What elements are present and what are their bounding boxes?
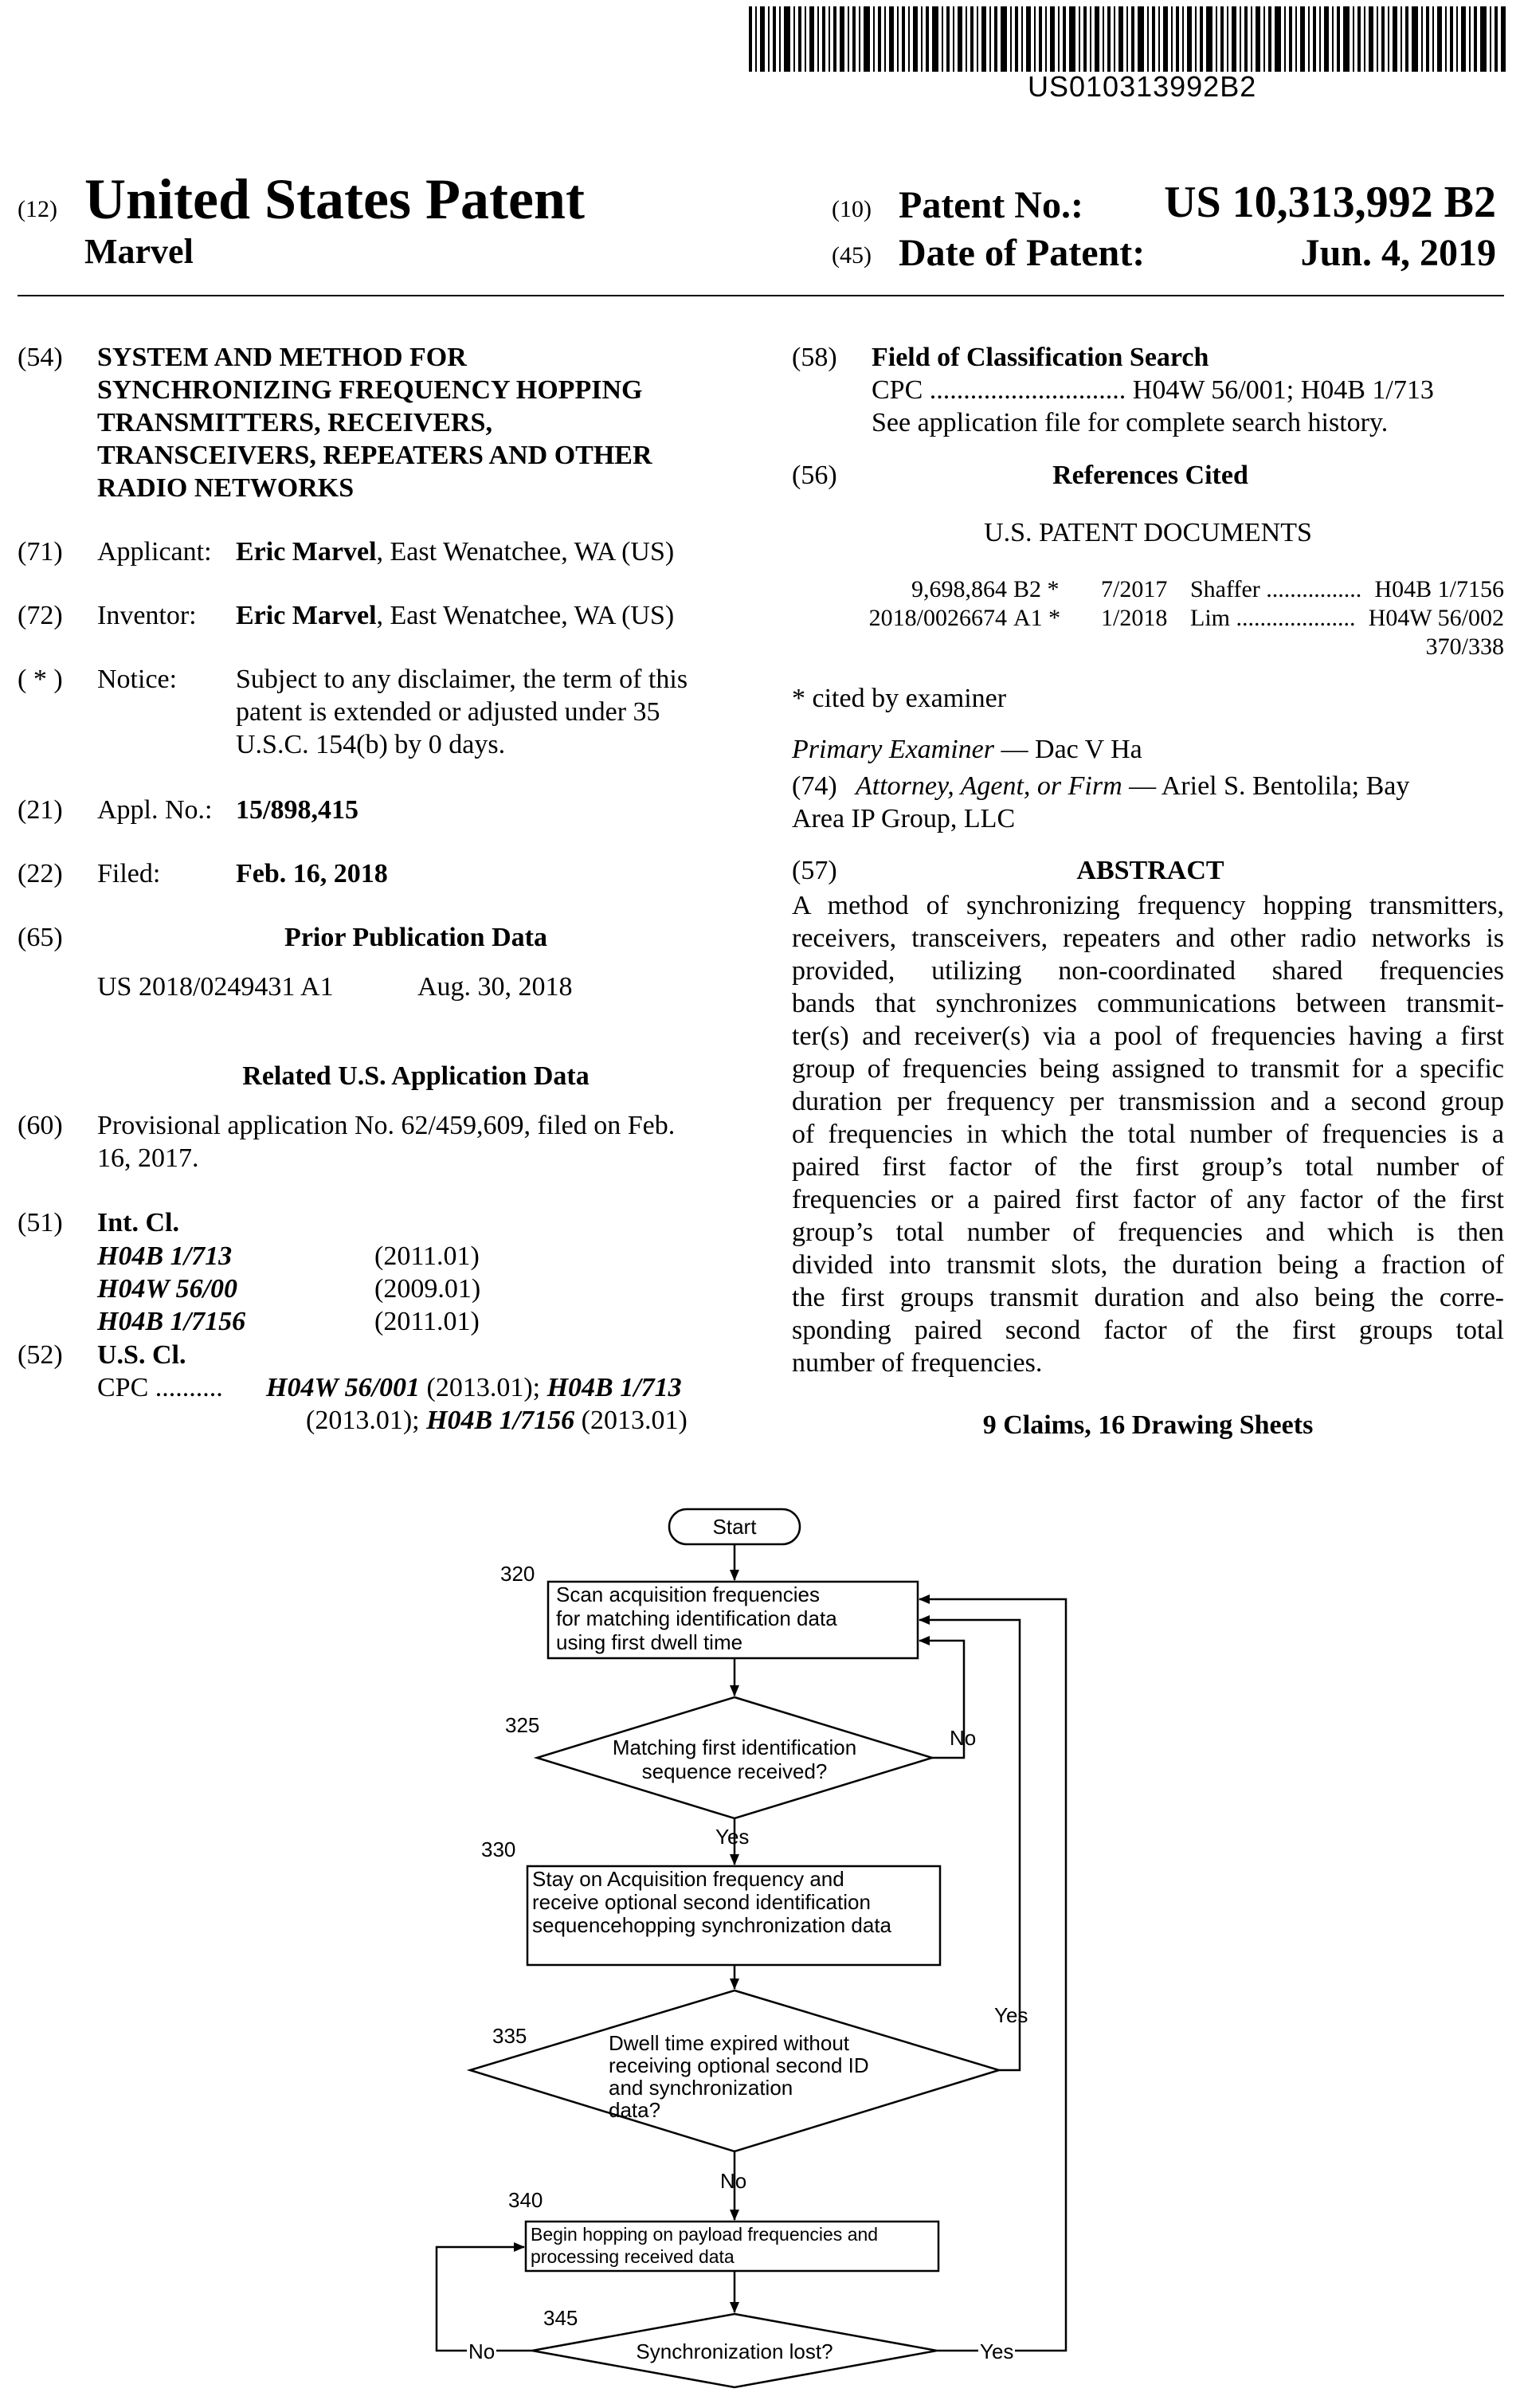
- notice-line: U.S.C. 154(b) by 0 days.: [236, 730, 506, 759]
- us-patent-documents-heading: U.S. PATENT DOCUMENTS: [984, 518, 1312, 547]
- prior-publication-heading: Prior Publication Data: [284, 923, 547, 952]
- code-72: (72): [18, 601, 63, 630]
- abstract-line: duration per frequency per transmission and a second group: [792, 1087, 1504, 1116]
- reference-dots: ................: [1266, 576, 1362, 602]
- decision-335-yes-label: Yes: [994, 2003, 1028, 2027]
- box-330-line: sequencehopping synchronization data: [532, 1913, 892, 1937]
- start-label: Start: [712, 1515, 757, 1539]
- reference-date: 1/2018: [1101, 605, 1168, 631]
- cpc-date: (2013.01);: [420, 1373, 547, 1402]
- box-340-text: [531, 2223, 878, 2268]
- int-cl-code: H04B 1/7156: [97, 1307, 246, 1336]
- field-of-search-heading: Field of Classification Search: [872, 343, 1209, 372]
- prior-publication-number: US 2018/0249431 A1: [97, 972, 334, 1002]
- reference-class-secondary: 370/338: [1425, 633, 1504, 660]
- ref-345: 345: [543, 2306, 578, 2330]
- appl-no-label: Appl. No.:: [97, 795, 213, 825]
- reference-class: H04B 1/7156: [1374, 576, 1504, 602]
- reference-class: H04W 56/002: [1368, 605, 1504, 631]
- inventor-surname: Marvel: [84, 232, 194, 271]
- code-58: (58): [792, 343, 837, 372]
- ref-320: 320: [500, 1562, 535, 1586]
- ref-340: 340: [508, 2188, 543, 2212]
- arrow-345-yes-loop: [919, 1599, 1066, 2351]
- attorney-name: — Ariel S. Bentolila; Bay: [1122, 771, 1410, 801]
- cpc-code: H04B 1/7156: [426, 1406, 575, 1435]
- provisional-line: 16, 2017.: [97, 1143, 199, 1173]
- decision-345-no-label: No: [468, 2339, 496, 2363]
- int-cl-date: (2011.01): [374, 1307, 480, 1336]
- reference-date: 7/2017: [1101, 576, 1168, 602]
- reference-name: Lim: [1190, 605, 1230, 631]
- decision-335-text: [609, 2032, 869, 2121]
- decision-345-yes-label: Yes: [980, 2339, 1014, 2363]
- code-65: (65): [18, 923, 63, 952]
- code-12: (12): [18, 196, 57, 222]
- abstract-line: of frequencies in which the total number of frequencies is a: [792, 1120, 1504, 1149]
- abstract-line: the first groups transmit duration and also being the corre-: [792, 1283, 1504, 1312]
- decision-325-yes-label: Yes: [715, 1825, 750, 1849]
- box-340-line: Begin hopping on payload frequencies and: [531, 2224, 879, 2245]
- code-71: (71): [18, 537, 63, 567]
- abstract-line: divided into transmit slots, the duration being a fraction of: [792, 1250, 1504, 1280]
- code-45: (45): [832, 242, 872, 269]
- decision-325-no-label: No: [950, 1726, 977, 1750]
- int-cl-date: (2009.01): [374, 1274, 481, 1304]
- box-330-text: [532, 1868, 891, 1937]
- patent-type-title: United States Patent: [84, 167, 585, 231]
- int-cl-code: H04B 1/713: [97, 1241, 233, 1271]
- decision-335-line: and synchronization: [609, 2076, 793, 2100]
- code-21: (21): [18, 795, 63, 825]
- notice-line: Subject to any disclaimer, the term of this: [236, 665, 688, 694]
- arrow-345-no-loop: [437, 2247, 532, 2351]
- box-320-text: [556, 1582, 837, 1654]
- patent-number: US 10,313,992 B2: [1164, 178, 1496, 227]
- decision-345-text: Synchronization lost?: [636, 2339, 833, 2363]
- references-cited-heading: References Cited: [1052, 461, 1248, 490]
- barcode-number: US010313992B2: [1028, 70, 1257, 103]
- abstract-line: group of frequencies being assigned to transmit for a specific: [792, 1054, 1504, 1084]
- int-cl-label: Int. Cl.: [97, 1208, 179, 1237]
- code-52: (52): [18, 1340, 63, 1370]
- invention-title-line: SYNCHRONIZING FREQUENCY HOPPING: [97, 375, 643, 405]
- claims-and-drawings: 9 Claims, 16 Drawing Sheets: [982, 1410, 1314, 1440]
- code-74: (74): [792, 771, 837, 801]
- filed-label: Filed:: [97, 859, 161, 888]
- invention-title-line: RADIO NETWORKS: [97, 473, 355, 503]
- abstract-heading: ABSTRACT: [1076, 856, 1224, 885]
- code-10: (10): [832, 196, 872, 222]
- decision-335-line: receiving optional second ID: [609, 2053, 869, 2077]
- reference-kind: B2 *: [1013, 576, 1060, 602]
- decision-325-line: Matching first identification: [612, 1735, 857, 1759]
- notice-line: patent is extended or adjusted under 35: [236, 697, 660, 727]
- abstract-line: bands that synchronizes communications between transmit-: [792, 989, 1504, 1018]
- abstract-line: provided, utilizing non-coordinated shared frequencies: [792, 956, 1504, 986]
- code-51: (51): [18, 1208, 63, 1237]
- provisional-line: Provisional application No. 62/459,609, filed on Feb.: [97, 1111, 676, 1140]
- us-cl-label: U.S. Cl.: [97, 1340, 186, 1370]
- cpc-date: (2013.01);: [306, 1406, 427, 1435]
- code-57: (57): [792, 856, 837, 885]
- code-54: (54): [18, 343, 63, 372]
- abstract-line: number of frequencies.: [792, 1348, 1043, 1378]
- ref-335: 335: [492, 2024, 527, 2048]
- field-of-search-cpc: CPC ............................. H04W 56/001; H04B 1/713: [872, 375, 1434, 405]
- abstract-line: sponding paired second factor of the first groups total: [792, 1316, 1504, 1345]
- abstract-line: paired first factor of the first group’s total number of: [792, 1152, 1504, 1182]
- filed-date: Feb. 16, 2018: [236, 859, 388, 888]
- inventor-label: Inventor:: [97, 601, 197, 630]
- reference-number: 2018/0026674: [868, 605, 1007, 631]
- cpc-code: H04W 56/001: [266, 1373, 421, 1402]
- decision-335-line: Dwell time expired without: [609, 2031, 850, 2055]
- invention-title-line: TRANSCEIVERS, REPEATERS AND OTHER: [97, 441, 652, 470]
- code-22: (22): [18, 859, 63, 888]
- attorney-firm: Area IP Group, LLC: [792, 804, 1016, 833]
- code-notice: ( * ): [18, 665, 63, 694]
- reference-number: 9,698,864: [911, 576, 1007, 602]
- box-330-line: receive optional second identification: [532, 1890, 871, 1914]
- appl-no: 15/898,415: [236, 795, 358, 825]
- date-of-patent-label: Date of Patent:: [899, 232, 1146, 274]
- invention-title-line: SYSTEM AND METHOD FOR: [97, 343, 467, 372]
- box-340-line: processing received data: [531, 2246, 735, 2267]
- invention-title-line: TRANSMITTERS, RECEIVERS,: [97, 408, 492, 437]
- applicant-location: , East Wenatchee, WA (US): [376, 537, 675, 567]
- related-application-heading: Related U.S. Application Data: [242, 1061, 590, 1091]
- cpc-code: H04B 1/713: [546, 1373, 682, 1402]
- patent-no-label: Patent No.:: [899, 184, 1083, 226]
- box-320-line: using first dwell time: [556, 1630, 743, 1654]
- cpc-label: CPC ..........: [97, 1373, 223, 1402]
- code-60: (60): [18, 1111, 63, 1140]
- inventor-name: Eric Marvel: [236, 601, 377, 630]
- abstract-line: frequencies or a paired first factor of any factor of the first: [792, 1185, 1504, 1214]
- field-of-search-note: See application file for complete search history.: [872, 408, 1389, 437]
- ref-325: 325: [505, 1713, 540, 1737]
- abstract-line: A method of synchronizing frequency hopping transmitters,: [792, 891, 1504, 920]
- box-330-line: Stay on Acquisition frequency and: [532, 1867, 844, 1891]
- attorney-label: Attorney, Agent, or Firm: [856, 771, 1122, 801]
- cited-by-examiner: * cited by examiner: [792, 684, 1007, 713]
- reference-kind: A1 *: [1013, 605, 1061, 631]
- abstract-line: receivers, transceivers, repeaters and other radio networks is: [792, 924, 1504, 953]
- decision-335-no-label: No: [720, 2169, 747, 2193]
- decision-335-line: data?: [609, 2098, 661, 2122]
- ref-330: 330: [481, 1837, 516, 1861]
- int-cl-date: (2011.01): [374, 1241, 480, 1271]
- prior-publication-date: Aug. 30, 2018: [417, 972, 573, 1002]
- decision-325-text: [575, 1735, 894, 1783]
- applicant-label: Applicant:: [97, 537, 212, 567]
- int-cl-code: H04W 56/00: [97, 1274, 238, 1304]
- box-320-line: for matching identification data: [556, 1606, 837, 1630]
- notice-label: Notice:: [97, 665, 178, 694]
- reference-dots: ....................: [1236, 605, 1356, 631]
- applicant-name: Eric Marvel: [236, 537, 377, 567]
- abstract-line: group’s total number of frequencies and which is then: [792, 1218, 1504, 1247]
- date-of-patent: Jun. 4, 2019: [1300, 232, 1496, 274]
- code-56: (56): [792, 461, 837, 490]
- box-320-line: Scan acquisition frequencies: [556, 1582, 820, 1606]
- primary-examiner-name: — Dac V Ha: [994, 735, 1142, 764]
- decision-325-line: sequence received?: [641, 1759, 828, 1783]
- primary-examiner-label: Primary Examiner: [792, 735, 995, 764]
- inventor-location: , East Wenatchee, WA (US): [376, 601, 675, 630]
- abstract-line: ter(s) and receiver(s) via a pool of frequencies having a first: [792, 1022, 1504, 1051]
- cpc-date: (2013.01): [574, 1406, 688, 1435]
- reference-name: Shaffer: [1190, 576, 1260, 602]
